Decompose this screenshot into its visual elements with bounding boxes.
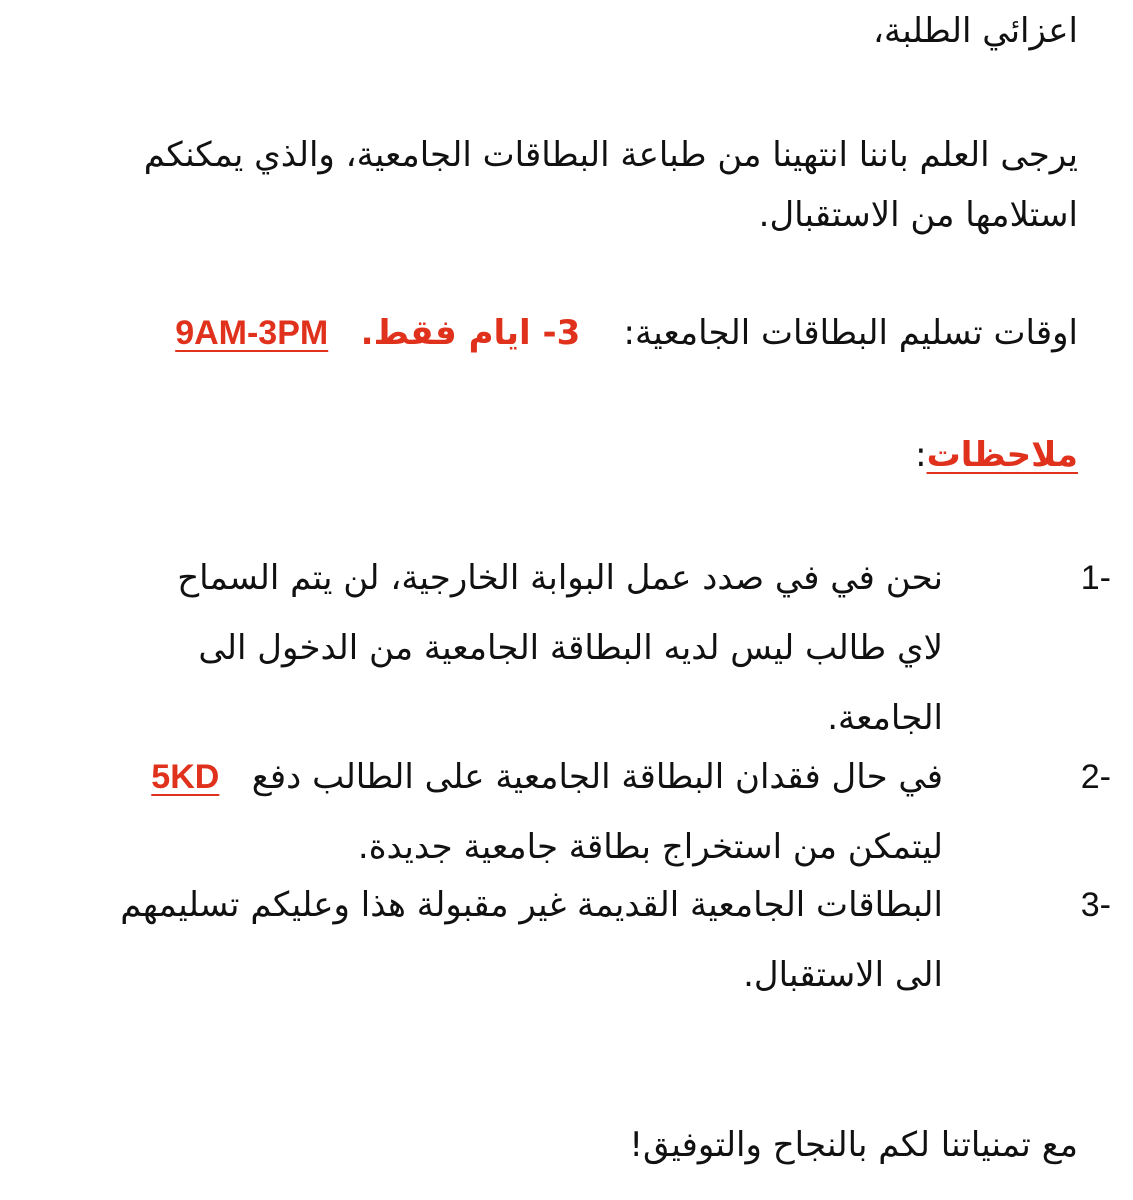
note-3-line-1: البطاقات الجامعية القديمة غير مقبولة هذا وعليكم تسليمهم (120, 885, 943, 925)
note-2-text: في حال فقدان البطاقة الجامعية على الطالب دفع (251, 757, 943, 797)
note-1-line-1: نحن في في صدد عمل البوابة الخارجية، لن يتم السماح (177, 558, 943, 598)
note-2-amount: 5KD (151, 758, 220, 796)
greeting: اعزائي الطلبة، (873, 11, 1078, 51)
closing-line: مع تمنياتنا لكم بالنجاح والتوفيق! (629, 1125, 1078, 1165)
delivery-hours: 9AM-3PM (175, 314, 329, 352)
note-number-3: 3- (1080, 886, 1111, 924)
note-1-line-3: الجامعة. (827, 698, 943, 738)
delivery-times (175, 298, 1078, 368)
note-2-line-2: ليتمكن من استخراج بطاقة جامعية جديدة. (357, 827, 943, 867)
note-number-1: 1- (1080, 559, 1111, 597)
delivery-label: اوقات تسليم البطاقات الجامعية: (623, 313, 1078, 353)
notes-heading-line (915, 420, 1078, 490)
intro-line-1: يرجى العلم باننا انتهينا من طباعة البطاقات الجامعية، والذي يمكنكم (143, 135, 1078, 175)
note-2-line-1 (151, 742, 943, 812)
delivery-days: 3- ايام فقط. (360, 313, 581, 353)
note-number-2: 2- (1080, 758, 1111, 796)
notes-heading: ملاحظات (926, 435, 1078, 475)
note-3-line-2: الى الاستقبال. (743, 955, 943, 995)
note-1-line-2: لاي طالب ليس لديه البطاقة الجامعية من الدخول الى (198, 628, 943, 668)
notes-colon: : (915, 435, 927, 475)
intro-line-2: استلامها من الاستقبال. (758, 195, 1078, 235)
